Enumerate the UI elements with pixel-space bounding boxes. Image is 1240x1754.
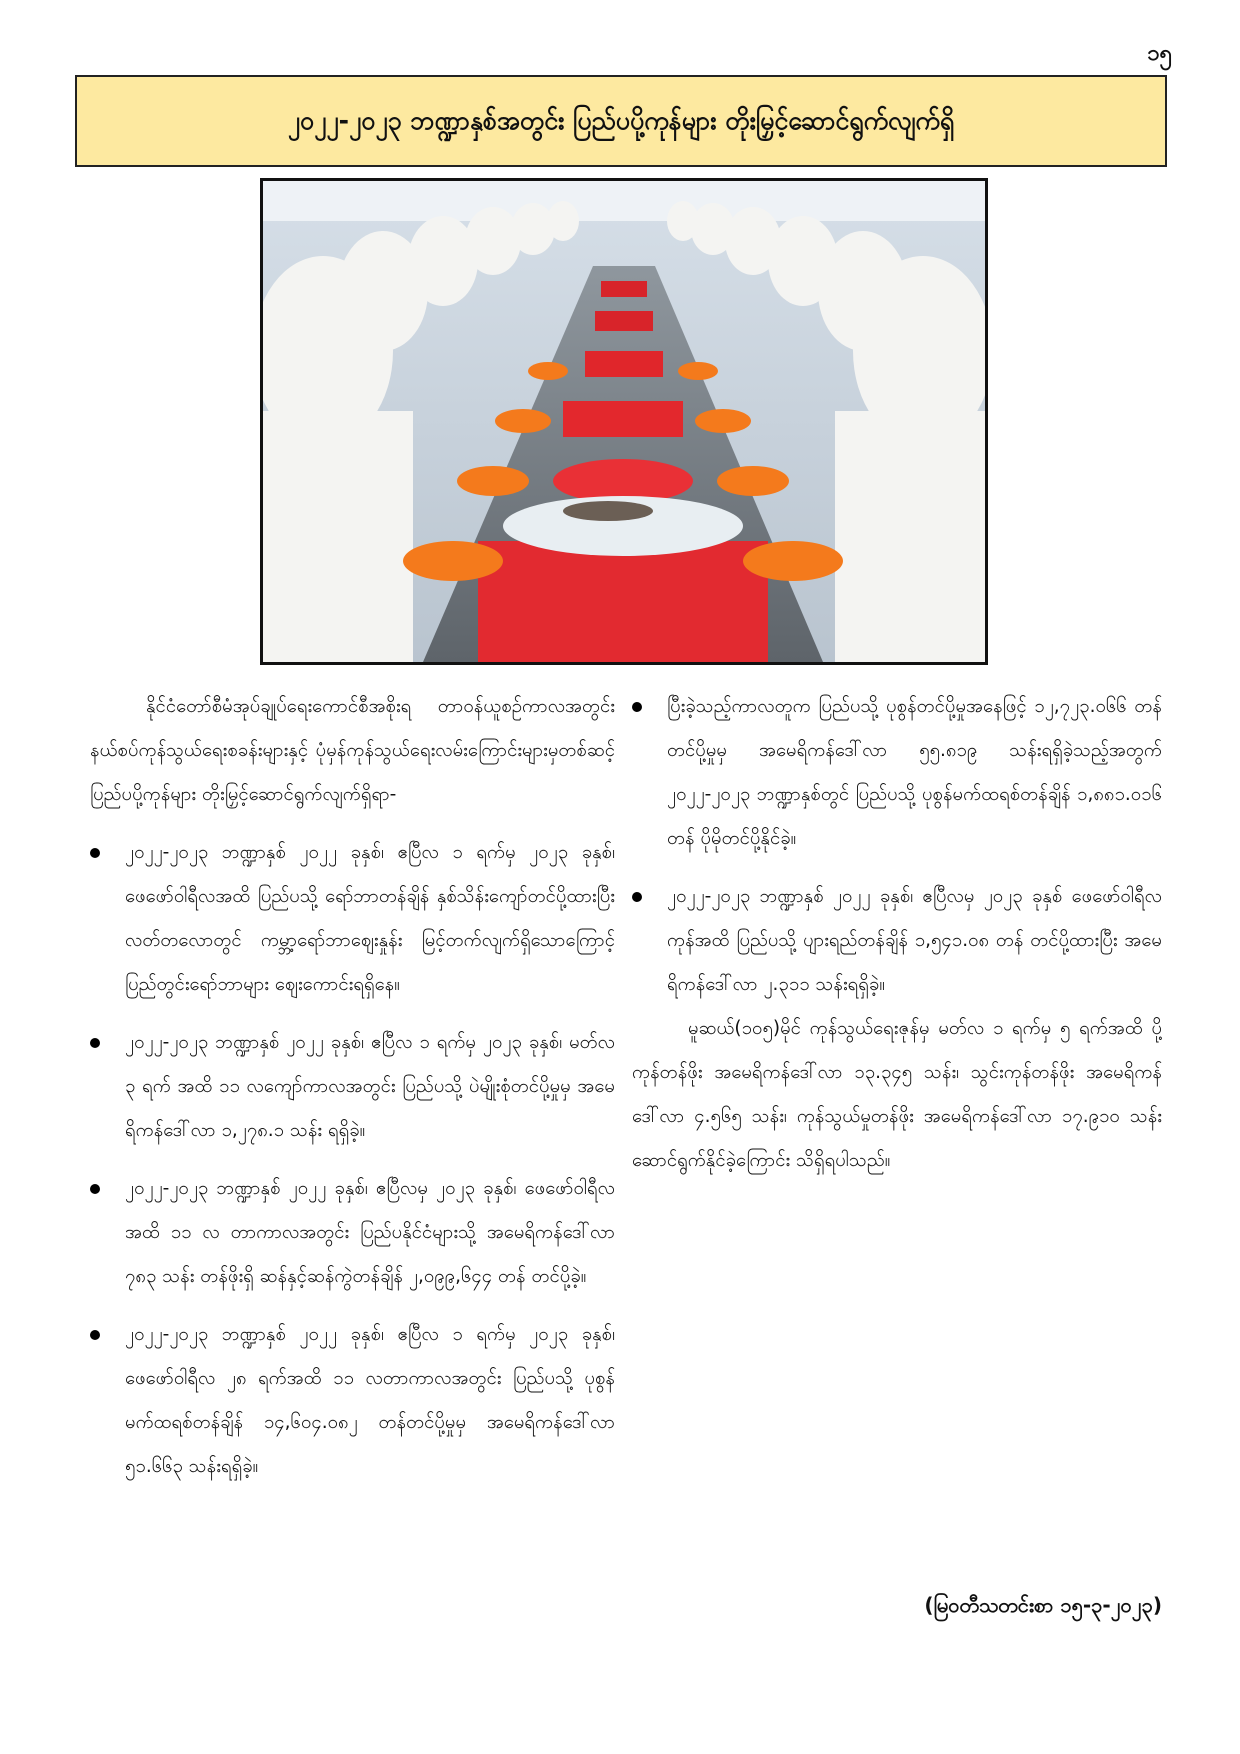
photo-illustration (263, 181, 985, 662)
right-column (632, 685, 1162, 1183)
source-citation: (မြဝတီသတင်းစာ ၁၅-၃-၂၀၂၃) (924, 1593, 1162, 1617)
list-item-text: ၂၀၂၂-၂၀၂၃ ဘဏ္ဍာနှစ် ၂၀၂၂ ခုနှစ်၊ ဧပြီလမှ ၂၀၂၃ ခုနှစ် ဖေဖော်ဝါရီလကုန်အထိ ပြည်ပသို့ ပျားရည်တန်ချိန် ၁,၅၄၁.၀၈ တန် တင်ပို့ထားပြီး အမေရိကန်ဒေါ်လာ ၂.၃၁၁ သန်းရရှိခဲ့။ (667, 886, 1162, 995)
list-item-text: ပြီးခဲ့သည့်ကာလတူက ပြည်ပသို့ ပုစွန်တင်ပို့မှုအနေဖြင့် ၁၂,၇၂၃.၀၆၆ တန်တင်ပို့မှုမှ အမေရိကန်ဒေါ်လာ ၅၅.၈၁၉ သန်းရရှိခဲ့သည့်အတွက် ၂၀၂၂-၂၀၂၃ ဘဏ္ဍာနှစ်တွင် ပြည်ပသို့ ပုစွန်မက်ထရစ်တန်ချိန် ၁,၈၈၁.၀၁၆ တန် ပိုမိုတင်ပို့နိုင်ခဲ့။ (667, 696, 1162, 849)
page-title: ၂၀၂၂-၂၀၂၃ ဘဏ္ဍာနှစ်အတွင်း ပြည်ပပို့ကုန်များ တိုးမြှင့်ဆောင်ရွက်လျက်ရှိ (287, 105, 955, 135)
list-item-text: ၂၀၂၂-၂၀၂၃ ဘဏ္ဍာနှစ် ၂၀၂၂ ခုနှစ်၊ ဧပြီလမှ ၂၀၂၃ ခုနှစ်၊ ဖေဖော်ဝါရီလအထိ ၁၁ လ တာကာလအတွင်း ပြည်ပနိုင်ငံများသို့ အမေရိကန်ဒေါ်လာ ၇၈၃ သန်း တန်ဖိုးရှိ ဆန်နှင့်ဆန်ကွဲတန်ချိန် ၂,၀၉၉,၆၄၄ တန် တင်ပို့ခဲ့။ (125, 1178, 615, 1287)
bullet-icon (90, 1330, 100, 1340)
list-item (632, 875, 1162, 1007)
list-item (90, 1021, 615, 1153)
list-item-text: ၂၀၂၂-၂၀၂၃ ဘဏ္ဍာနှစ် ၂၀၂၂ ခုနှစ်၊ ဧပြီလ ၁ ရက်မှ ၂၀၂၃ ခုနှစ်၊ ဖေဖော်ဝါရီလ ၂၈ ရက်အထိ ၁၁ လတာကာလအတွင်း ပြည်ပသို့ ပုစွန်မက်ထရစ်တန်ချိန် ၁၄,၆၀၄.၀၈၂ တန်တင်ပို့မှုမှ အမေရိကန်ဒေါ်လာ ၅၁.၆၆၃ သန်းရရှိခဲ့။ (125, 1324, 615, 1477)
list-item-text: ၂၀၂၂-၂၀၂၃ ဘဏ္ဍာနှစ် ၂၀၂၂ ခုနှစ်၊ ဧပြီလ ၁ ရက်မှ ၂၀၂၃ ခုနှစ်၊ မတ်လ ၃ ရက် အထိ ၁၁ လကျော်ကာလအတွင်း ပြည်ပသို့ ပဲမျိုးစုံတင်ပို့မှုမှ အမေရိကန်ဒေါ်လာ ၁,၂၇၈.၁ သန်း ရရှိခဲ့။ (125, 1032, 615, 1141)
list-item (90, 1167, 615, 1299)
left-column (90, 685, 615, 1489)
list-item (90, 831, 615, 1007)
bullet-icon (90, 1038, 100, 1048)
closing-paragraph: မူဆယ်(၁၀၅)မိုင် ကုန်သွယ်ရေးဇုန်မှ မတ်လ ၁ ရက်မှ ၅ ရက်အထိ ပို့ကုန်တန်ဖိုး အမေရိကန်ဒေါ်လာ ၁၃.၃၄၅ သန်း၊ သွင်းကုန်တန်ဖိုး အမေရိကန်ဒေါ်လာ ၄.၅၆၅ သန်း၊ ကုန်သွယ်မှုတန်ဖိုး အမေရိကန်ဒေါ်လာ ၁၇.၉၁၀ သန်း ဆောင်ရွက်နိုင်ခဲ့ကြောင်း သိရှိရပါသည်။ (632, 1018, 1162, 1171)
bullet-list-left (90, 831, 615, 1489)
bullet-icon (632, 702, 642, 712)
list-item-text: ၂၀၂၂-၂၀၂၃ ဘဏ္ဍာနှစ် ၂၀၂၂ ခုနှစ်၊ ဧပြီလ ၁ ရက်မှ ၂၀၂၃ ခုနှစ်၊ ဖေဖော်ဝါရီလအထိ ပြည်ပသို့ ရော်ဘာတန်ချိန် နှစ်သိန်းကျော်တင်ပို့ထားပြီး လတ်တလောတွင် ကမ္ဘာ့ရော်ဘာဈေးနှုန်း မြင့်တက်လျက်ရှိသောကြောင့် ပြည်တွင်းရော်ဘာများ ဈေးကောင်းရရှိနေ။ (125, 842, 615, 995)
bullet-list-right (632, 685, 1162, 1007)
list-item (632, 685, 1162, 861)
seafood-processing-photo (260, 178, 988, 665)
bullet-icon (90, 848, 100, 858)
title-box (75, 75, 1167, 167)
bullet-icon (632, 892, 642, 902)
list-item (90, 1313, 615, 1489)
intro-paragraph: နိုင်ငံတော်စီမံအုပ်ချုပ်ရေးကောင်စီအစိုးရ တာဝန်ယူစဉ်ကာလအတွင်း နယ်စပ်ကုန်သွယ်ရေးစခန်းများနှင့် ပုံမှန်ကုန်သွယ်ရေးလမ်းကြောင်းများမှတစ်ဆင့် ပြည်ပပို့ကုန်များ တိုးမြှင့်ဆောင်ရွက်လျက်ရှိရာ- (90, 696, 615, 805)
bullet-icon (90, 1184, 100, 1194)
page-number: ၁၅ (1147, 41, 1172, 66)
